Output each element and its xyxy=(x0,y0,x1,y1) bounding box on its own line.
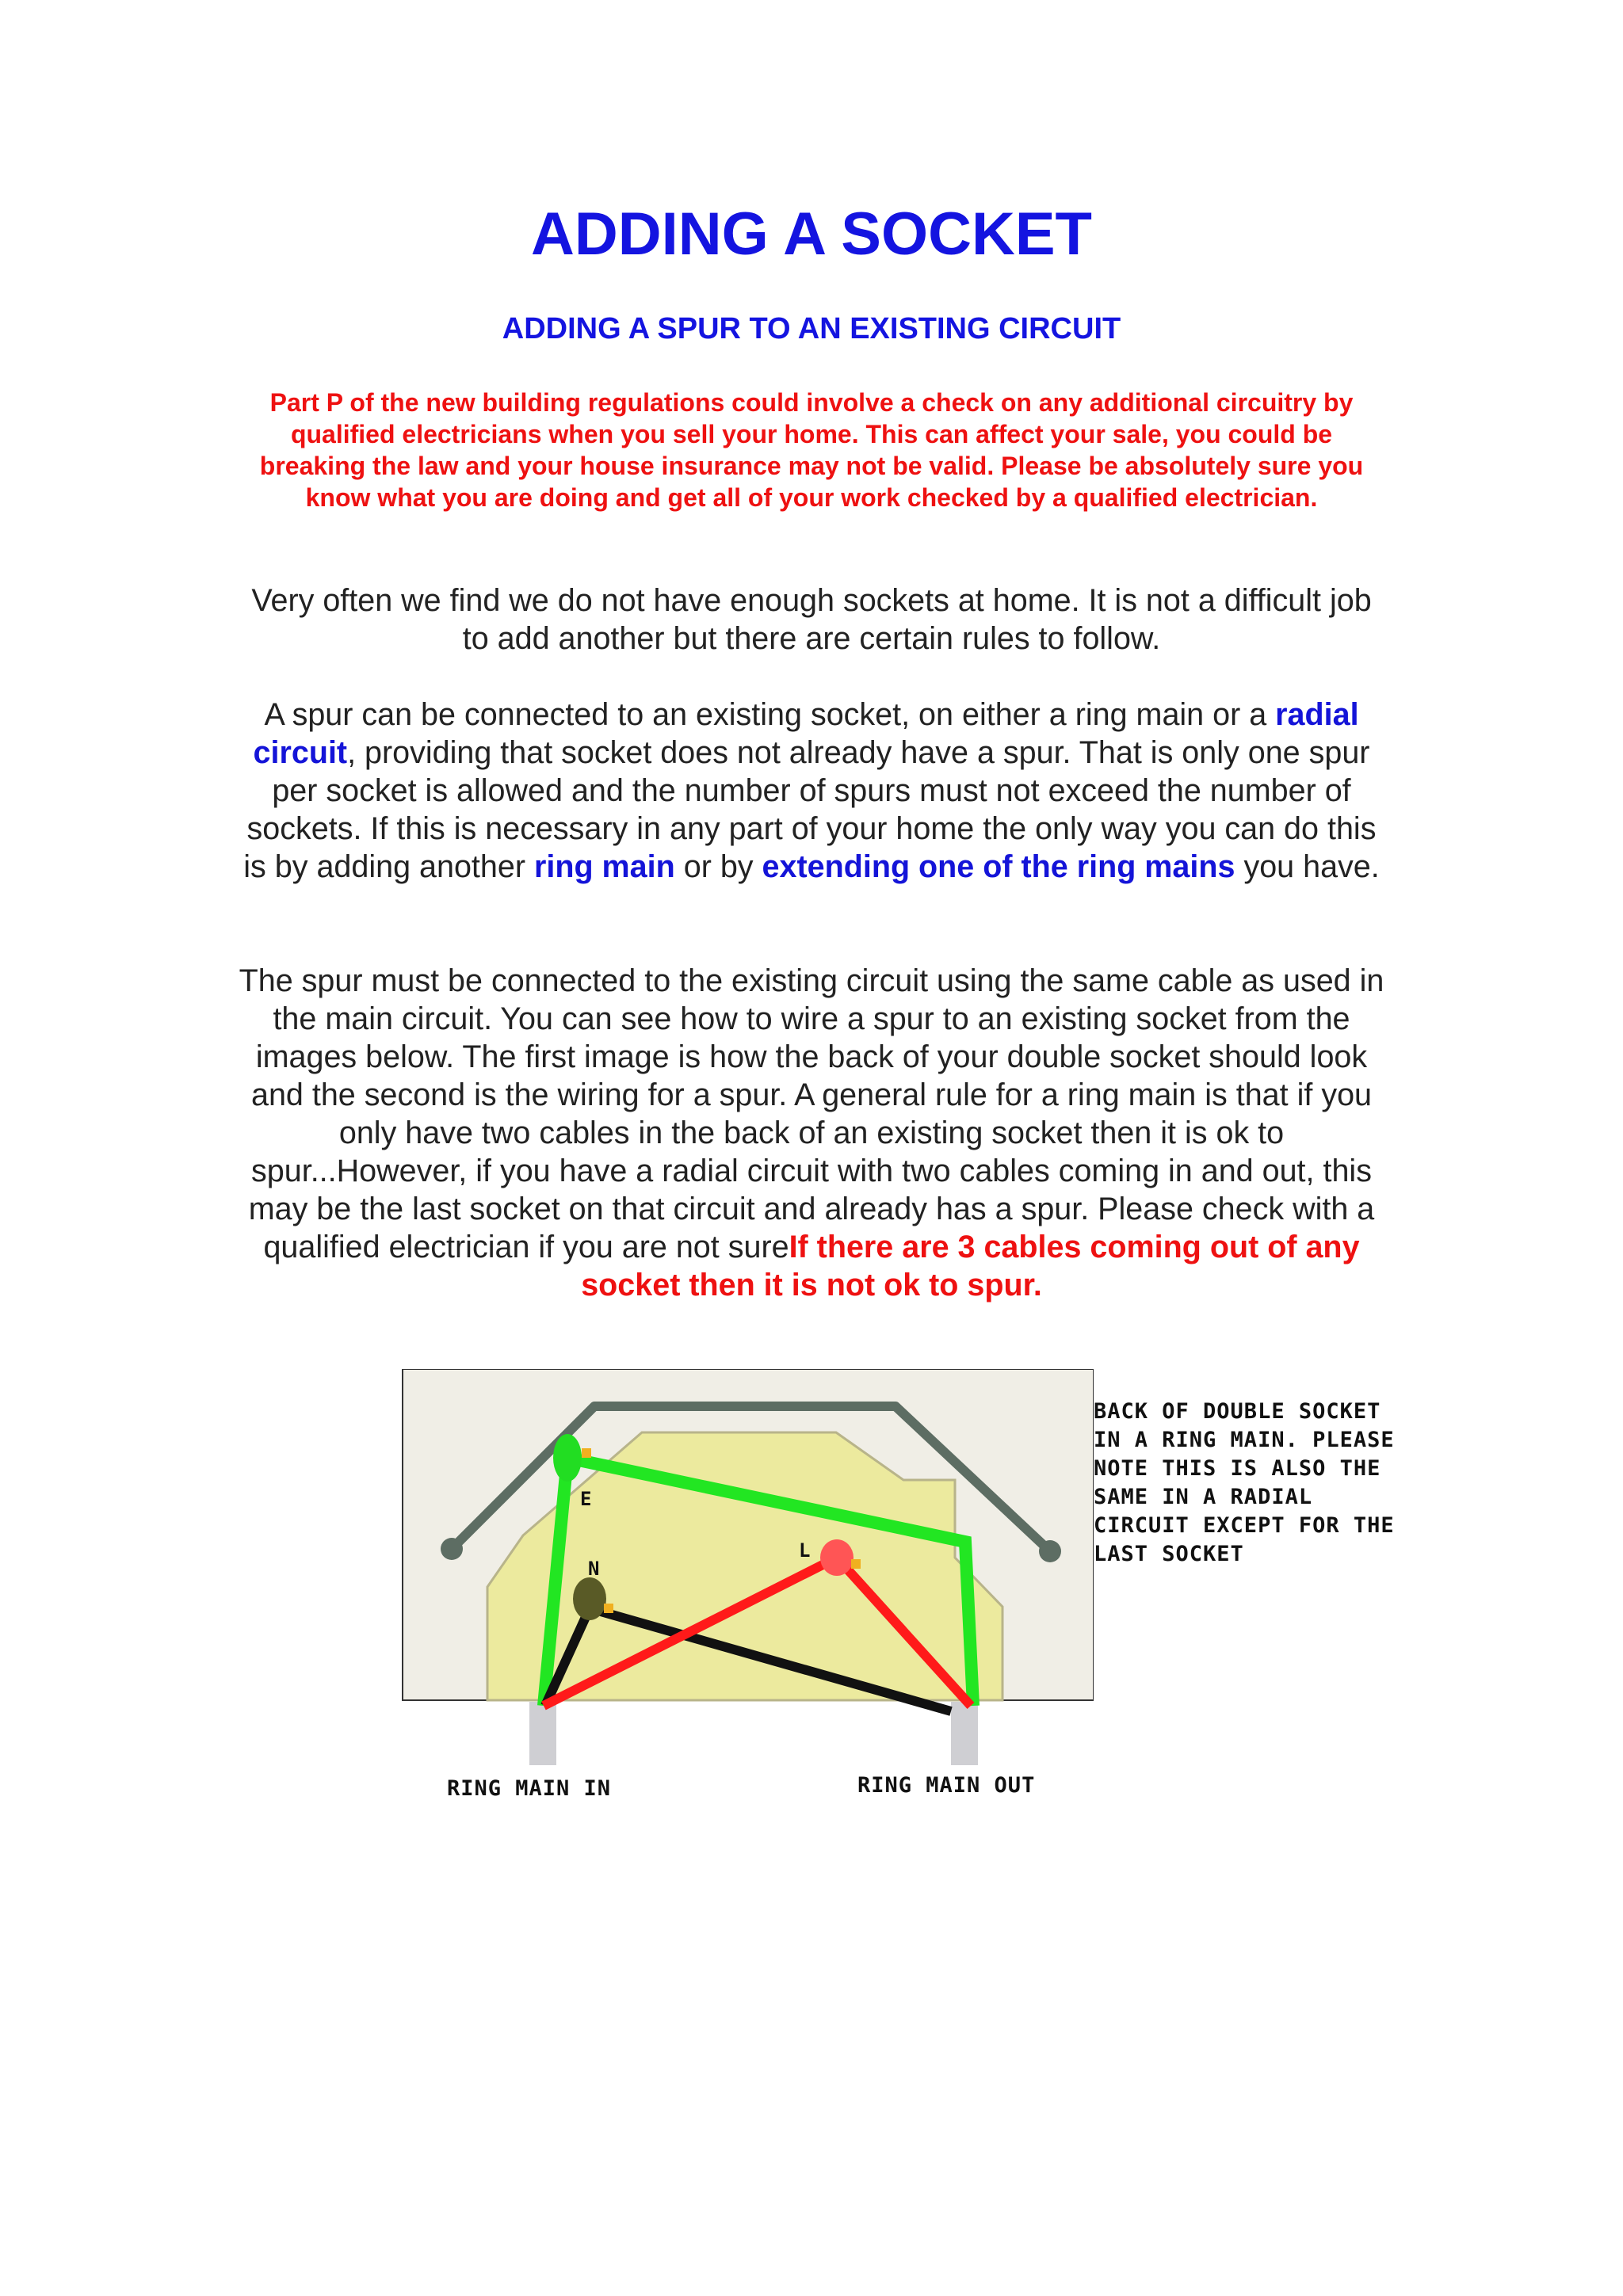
extending-ring-mains-link[interactable]: extending one of the ring mains xyxy=(762,849,1235,884)
ring-main-in-cable xyxy=(529,1702,556,1765)
bracket-left-end xyxy=(441,1538,463,1560)
spur-rules-paragraph xyxy=(238,696,1385,886)
ring-main-link[interactable]: ring main xyxy=(533,849,675,884)
neutral-terminal xyxy=(573,1577,606,1620)
live-screw xyxy=(851,1559,861,1569)
earth-terminal xyxy=(553,1434,582,1482)
socket-wiring-diagram xyxy=(396,1369,1395,1813)
radial-circuit-link[interactable]: radial circuit xyxy=(253,697,1359,770)
neutral-label: N xyxy=(588,1558,600,1580)
spur-rules-text-4: you have. xyxy=(1235,849,1380,884)
spur-rules-text-3: or by xyxy=(674,849,762,884)
socket-back-image xyxy=(396,1369,1094,1813)
regulations-warning: Part P of the new building regulations could involve a check on any additional circuitry by qualified electricians when you sell your home. This can affect your sale, you could be breaking the law and your house insurance may not be valid. Please be absolutely sure you know what you are doing and get all of your work checked by a qualified electrician. xyxy=(259,388,1364,512)
page-title: ADDING A SOCKET xyxy=(531,200,1092,268)
earth-screw xyxy=(582,1448,591,1458)
earth-label: E xyxy=(580,1488,592,1510)
diagram-caption: BACK OF DOUBLE SOCKET IN A RING MAIN. PLEASE NOTE THIS IS ALSO THE SAME IN A RADIAL CIRCUIT EXCEPT FOR THE LAST SOCKET xyxy=(1094,1399,1395,1566)
wiring-paragraph xyxy=(238,962,1385,1304)
bracket-right-end xyxy=(1039,1540,1061,1562)
ring-main-out-cable xyxy=(951,1702,978,1765)
live-label: L xyxy=(799,1539,811,1562)
ring-main-out-label: RING MAIN OUT xyxy=(857,1773,1036,1798)
page-subtitle: ADDING A SPUR TO AN EXISTING CIRCUIT xyxy=(502,312,1121,345)
neutral-screw xyxy=(604,1604,613,1613)
three-cables-warning: If there are 3 cables coming out of any socket then it is not ok to spur. xyxy=(581,1230,1360,1302)
intro-paragraph: Very often we find we do not have enough sockets at home. It is not a difficult job to add another but there are certain rules to follow. xyxy=(251,583,1372,656)
live-terminal xyxy=(820,1539,854,1576)
wiring-text: The spur must be connected to the existing circuit using the same cable as used in the main circuit. You can see how to wire a spur to an existing socket from the images below. The first image is how the back of your double socket should look and the second is the wiring for a spur. A general rule for a ring main is that if you only have two cables in the back of an existing socket then it is ok to spur...However, if you have a radial circuit with two cables coming in and out, this may be the last socket on that circuit and already has a spur. Please check with a qualified electrician if you are not sure xyxy=(239,963,1384,1264)
spur-rules-text-2: , providing that socket does not already have a spur. That is only one spur per socket is allowed and the number of spurs must not exceed the number of sockets. If this is necessary in any part of your home the only way you can do this is by adding another xyxy=(243,735,1377,884)
ring-main-in-label: RING MAIN IN xyxy=(447,1776,612,1801)
spur-rules-text-1: A spur can be connected to an existing socket, on either a ring main or a xyxy=(264,697,1276,732)
